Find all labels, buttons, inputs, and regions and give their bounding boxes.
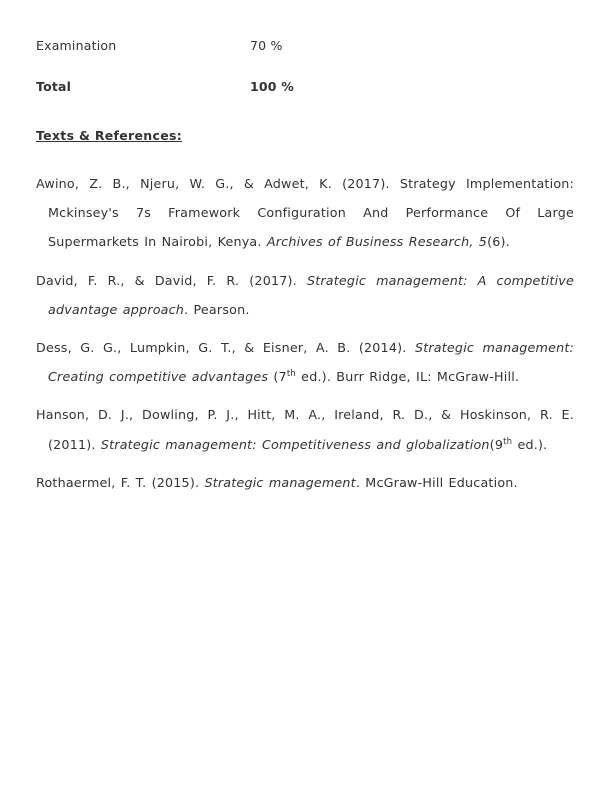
grade-value: 100 % [250, 79, 294, 94]
reference-item [36, 400, 574, 458]
reference-text-segment: Strategic management: Competitiveness and globalization [100, 436, 490, 452]
reference-text-segment: Strategic management: Creating competitive advantages [48, 340, 575, 385]
references-list [36, 169, 574, 497]
reference-text-segment: Awino, Z. B., Njeru, W. G., & Adwet, K. (2017). Strategy Implementation: Mckinsey's 7s Framework Configuration And Performance Of Large Supermarkets In Nairobi, Kenya. [36, 176, 574, 250]
reference-item [36, 333, 574, 391]
grading-table [36, 38, 574, 94]
reference-text-segment: (7 [268, 369, 287, 385]
reference-text-segment: Hanson, D. J., Dowling, P. J., Hitt, M. A., Ireland, R. D., & Hoskinson, R. E. (2011). [36, 407, 574, 452]
reference-text-segment: Strategic management [204, 474, 356, 490]
reference-text-segment: Archives of Business Research, 5 [266, 234, 488, 250]
reference-text-segment: (6). [487, 234, 510, 250]
reference-text-segment: (9 [489, 436, 504, 452]
reference-text-segment: . Pearson. [184, 301, 250, 317]
references-heading: Texts & References: [36, 128, 183, 143]
reference-item [36, 468, 574, 497]
grade-row [36, 79, 574, 94]
grade-label: Examination [36, 38, 117, 53]
reference-text-segment: th [286, 368, 296, 379]
reference-text-segment: . McGraw-Hill Education. [355, 474, 518, 490]
reference-item [36, 169, 574, 257]
grade-value: 70 % [250, 38, 283, 53]
reference-item [36, 266, 574, 324]
reference-text-segment: Strategic management: A competitive advantage approach [48, 272, 575, 317]
reference-text-segment: David, F. R., & David, F. R. (2017). [36, 272, 307, 288]
reference-text-segment: ed.). [512, 436, 548, 452]
reference-text-segment: ed.). Burr Ridge, IL: McGraw-Hill. [295, 369, 520, 385]
grade-label: Total [36, 79, 72, 94]
reference-text-segment: Dess, G. G., Lumpkin, G. T., & Eisner, A. B. (2014). [36, 340, 415, 356]
reference-text-segment: th [503, 436, 513, 447]
reference-text-segment: Rothaermel, F. T. (2015). [36, 474, 205, 490]
grade-row [36, 38, 574, 53]
